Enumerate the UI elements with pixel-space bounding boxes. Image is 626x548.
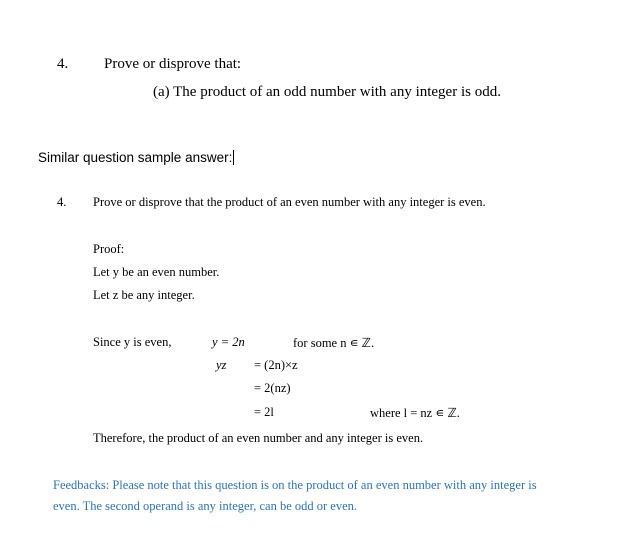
similar-answer-label	[38, 150, 234, 165]
equation-2-rhs: = (2n)×z	[254, 358, 298, 372]
question-part-a: (a) The product of an odd number with any integer is odd.	[153, 84, 501, 100]
equation-1-note: for some n ∊ ℤ.	[293, 336, 375, 350]
equation-1-lhs: y = 2n	[212, 335, 245, 349]
equation-2-lhs: yz	[216, 358, 227, 372]
equation-4-rhs: = 2l	[254, 405, 274, 419]
sample-number: 4.	[57, 195, 67, 209]
feedback-text: Feedbacks: Please note that this question is on the product of an even number with any integer is even. The second operand is any integer, can be odd or even.	[53, 478, 537, 513]
text-cursor	[233, 150, 234, 165]
similar-answer-label-text: Similar question sample answer:	[38, 150, 233, 165]
equation-4-note: where l = nz ∊ ℤ.	[370, 406, 460, 420]
question-intro: Prove or disprove that:	[104, 56, 242, 72]
equation-3-rhs: = 2(nz)	[254, 381, 291, 395]
sample-statement: Prove or disprove that the product of an even number with any integer is even.	[93, 195, 486, 209]
proof-let-z: Let z be any integer.	[93, 288, 195, 302]
proof-let-y: Let y be an even number.	[93, 265, 220, 279]
proof-since: Since y is even,	[93, 335, 172, 349]
question-number: 4.	[57, 56, 69, 72]
proof-conclusion: Therefore, the product of an even number and any integer is even.	[93, 431, 424, 445]
proof-label: Proof:	[93, 242, 125, 256]
